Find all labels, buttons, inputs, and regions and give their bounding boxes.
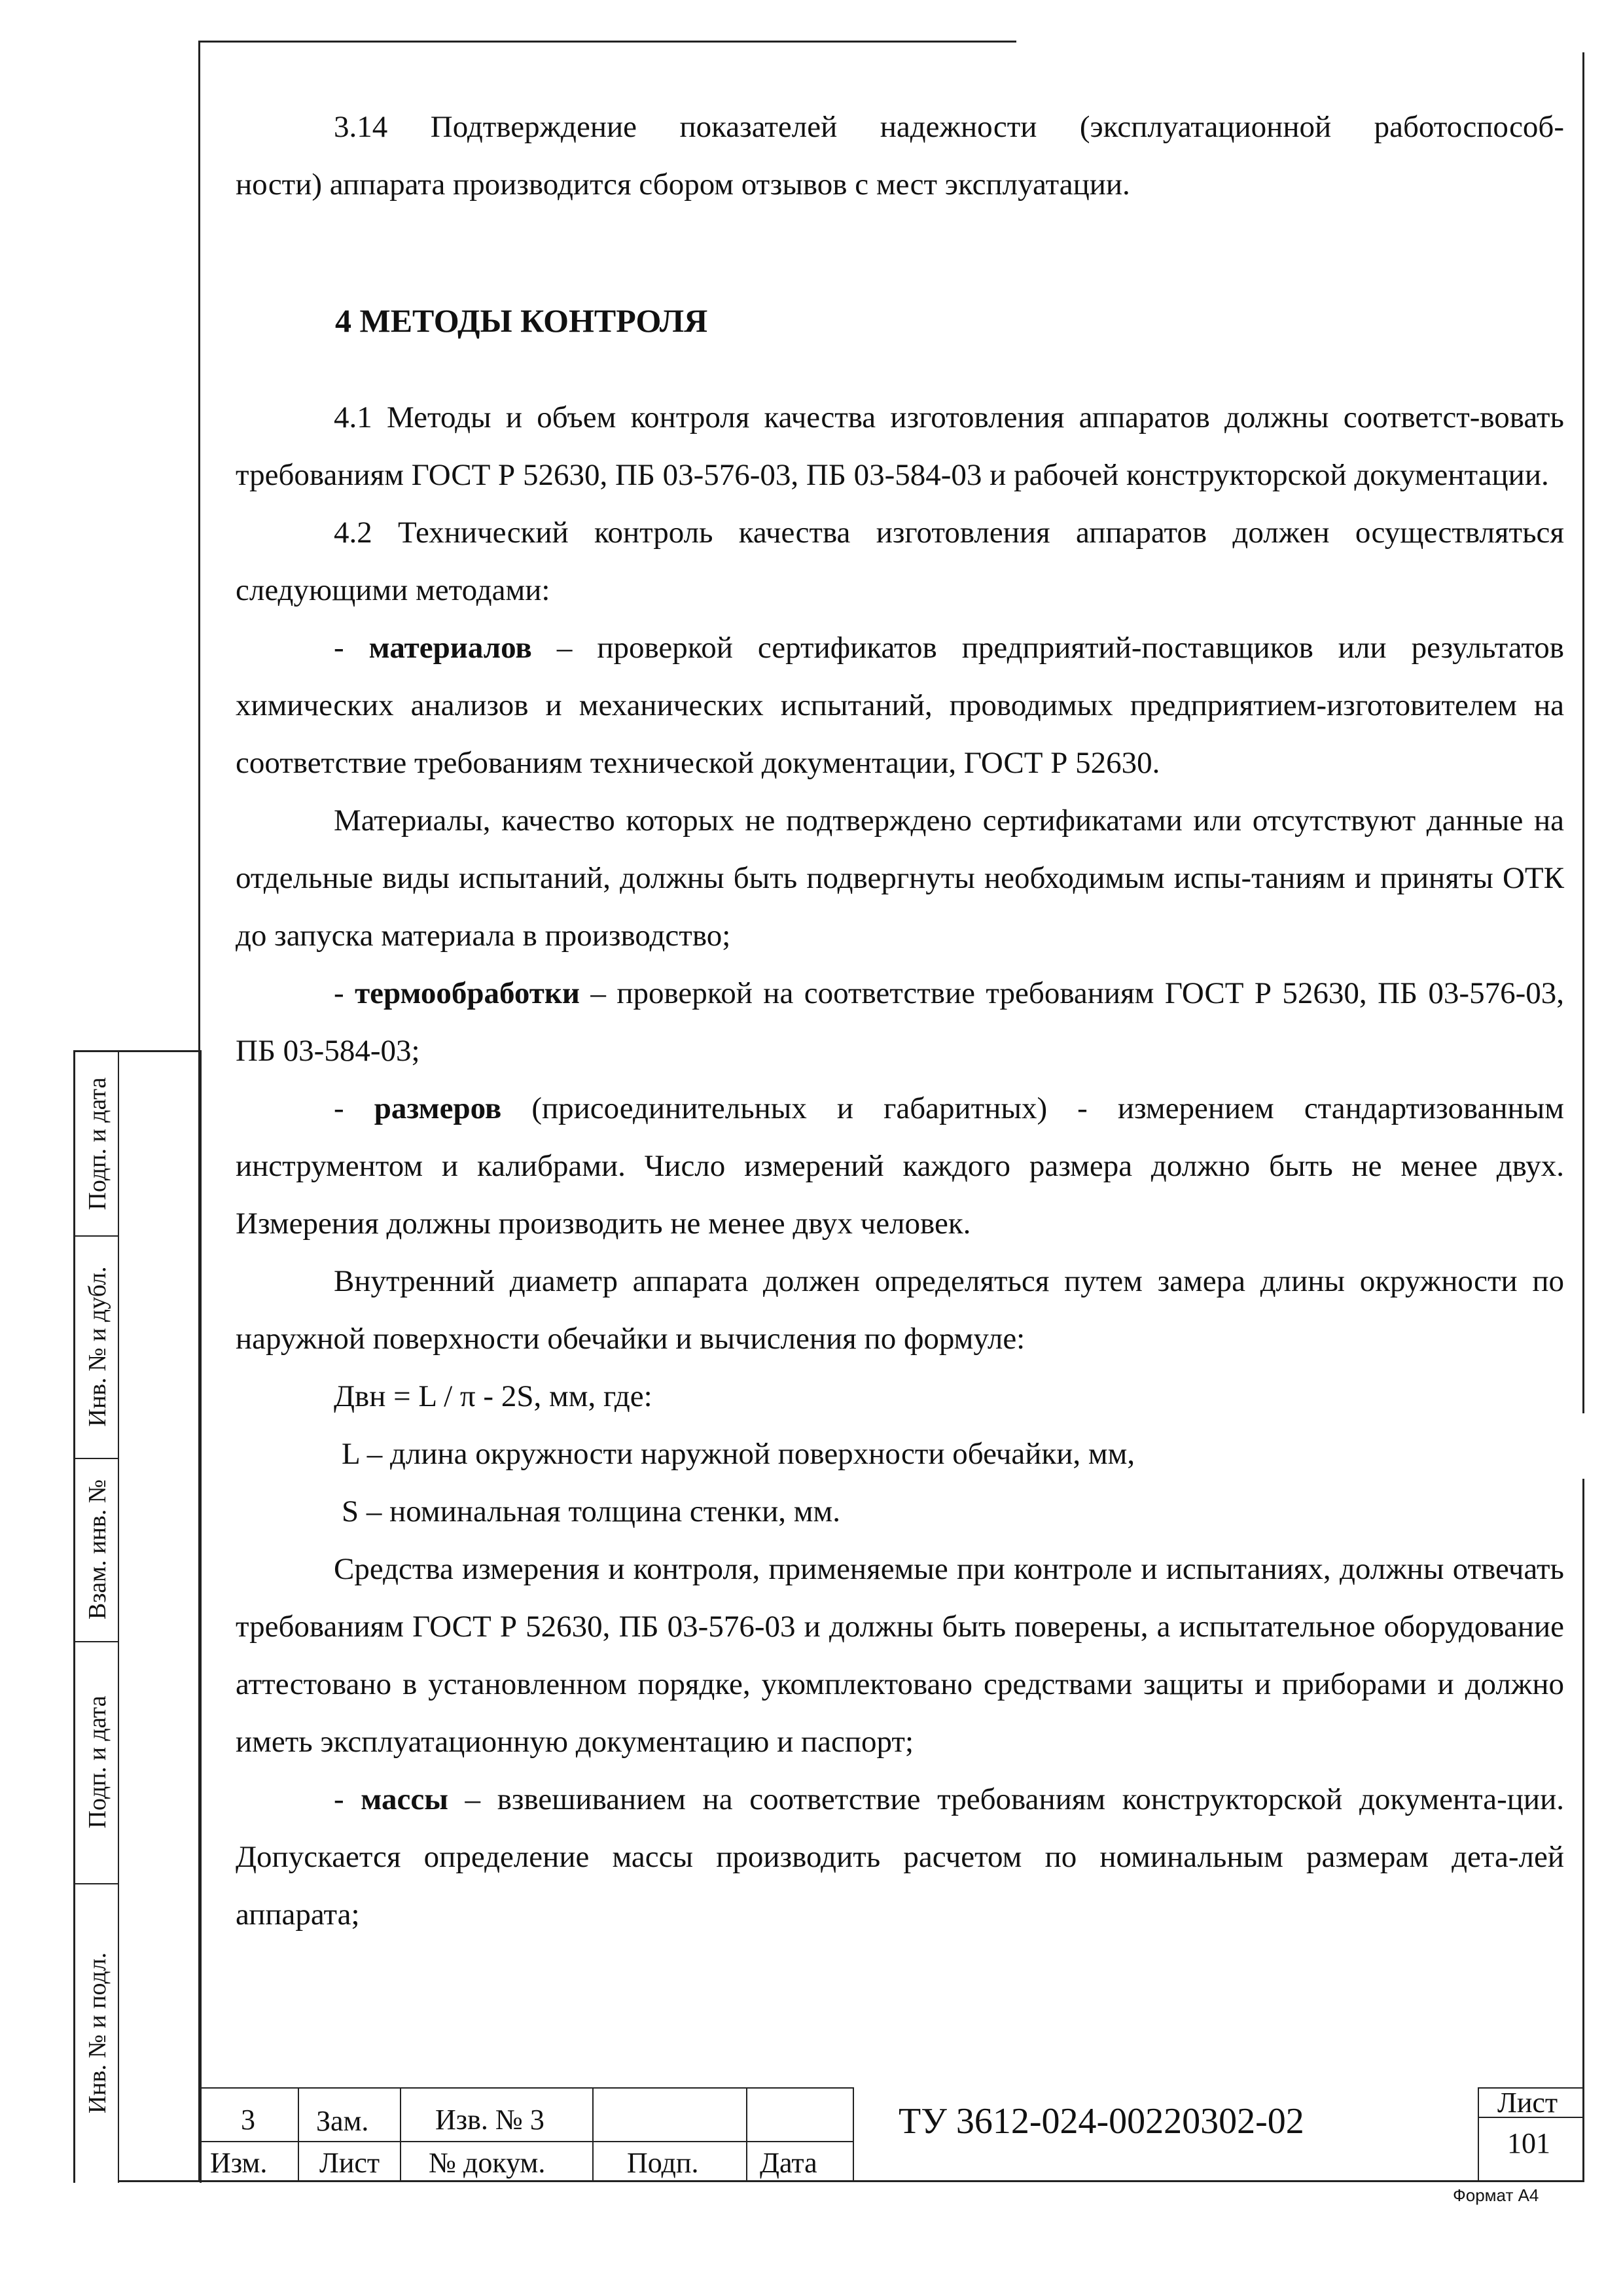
item-heat-treatment-dash: -	[334, 976, 355, 1010]
side-cell-vzam-inv	[75, 1458, 118, 1642]
paragraph-materials-note: Материалы, качество которых не подтверждено сертификатами или отсутствуют данные на отдельные виды испытаний, должны быть подвергнуты необходимым испы-таниям и приняты ОТК до запуска материала в производство;	[236, 804, 1564, 953]
paragraph-3-14-line1: 3.14 Подтверждение показателей надежности (эксплуатационной работоспособ-	[334, 110, 1564, 144]
title-block-col-3	[592, 2087, 594, 2180]
item-heat-treatment	[236, 964, 1564, 1080]
item-mass-text: – взвешиванием на соответствие требованиям конструкторской документа-ции. Допускается определение массы производить расчетом по номинальным размерам дета-лей аппарата;	[236, 1782, 1564, 1932]
revision-document: Изв. № 3	[435, 2104, 544, 2136]
format-label: Формат А4	[1453, 2185, 1539, 2205]
title-block-col-6	[1478, 2087, 1479, 2180]
side-label-podp-data-1: Подп. и дата	[84, 1077, 111, 1210]
side-label-podp-data-2: Подп. и дата	[84, 1695, 111, 1829]
header-izm: Изм.	[210, 2147, 268, 2179]
header-data: Дата	[760, 2147, 817, 2179]
item-dimensions-text: (присоединительных и габаритных) - измерением стандартизованным инструментом и калибрами. Число измерений каждого размера должно быть не менее двух. Измерения должны производить не менее двух человек.	[236, 1091, 1564, 1241]
sheet-label: Лист	[1497, 2087, 1558, 2119]
paragraph-3-14-cont: ности) аппарата производится сбором отзывов с мест эксплуатации.	[236, 168, 1130, 202]
paragraph-4-1: 4.1 Методы и объем контроля качества изготовления аппаратов должны соответст-вовать требованиям ГОСТ Р 52630, ПБ 03-576-03, ПБ 03-584-03 и рабочей конструкторской документации.	[236, 400, 1564, 492]
side-label-vzam-inv: Взам. инв. №	[84, 1479, 111, 1620]
document-code: ТУ 3612-024-00220302-02	[899, 2101, 1304, 2142]
item-dimensions-dash: -	[334, 1091, 374, 1125]
item-materials-dash: -	[334, 631, 369, 665]
side-label-inv-dubl: Инв. № и дубл.	[84, 1266, 111, 1427]
header-list: Лист	[319, 2147, 380, 2179]
paragraph-3-14	[236, 98, 1564, 156]
paragraph-measurement-means: Средства измерения и контроля, применяемые при контроле и испытаниях, должны отвечать требованиям ГОСТ Р 52630, ПБ 03-576-03 и должны быть поверены, а испытательное оборудование аттестовано в установленном порядке, укомплектовано средствами защиты и приборами и должно иметь эксплуатационную документацию и паспорт;	[236, 1552, 1564, 1759]
paragraph-4-2: 4.2 Технический контроль качества изготовления аппаратов должен осуществляться следующими методами:	[236, 516, 1564, 607]
title-block-col-4	[746, 2087, 747, 2180]
definition-s: S – номинальная толщина стенки, мм.	[342, 1494, 840, 1528]
sheet-number: 101	[1507, 2127, 1550, 2159]
item-materials	[236, 619, 1564, 792]
frame-right-line-lower	[1582, 1479, 1584, 2182]
item-heat-treatment-text: – проверкой на соответствие требованиям ГОСТ Р 52630, ПБ 03-576-03, ПБ 03-584-03;	[236, 976, 1564, 1068]
frame-bottom-line	[118, 2180, 1584, 2182]
formula: Двн = L / π - 2S, мм, где:	[334, 1379, 652, 1413]
item-dimensions-term: размеров	[374, 1091, 502, 1125]
revision-number: 3	[241, 2104, 255, 2136]
side-cell-podp-data-2	[75, 1641, 118, 1884]
frame-right-line	[1582, 52, 1584, 1413]
section-heading: 4 МЕТОДЫ КОНТРОЛЯ	[335, 302, 708, 339]
header-podp: Подп.	[627, 2147, 699, 2179]
title-block-mid-line	[198, 2141, 853, 2142]
title-block-col-1	[298, 2087, 299, 2180]
side-cell-inv-dubl	[75, 1235, 118, 1459]
title-block-col-2	[400, 2087, 401, 2180]
title-block-top-line	[198, 2087, 853, 2089]
paragraph-diameter: Внутренний диаметр аппарата должен определяться путем замера длины окружности по наружной поверхности обечайки и вычисления по формуле:	[236, 1264, 1564, 1356]
item-mass-term: массы	[361, 1782, 448, 1816]
side-stamp-column	[73, 1050, 202, 2183]
item-heat-treatment-term: термообработки	[355, 976, 580, 1010]
frame-top-line	[198, 41, 1016, 43]
definition-l: L – длина окружности наружной поверхности обечайки, мм,	[342, 1437, 1135, 1471]
revision-action: Зам.	[316, 2105, 369, 2137]
side-cell-inv-podl	[75, 1883, 118, 2183]
item-mass-dash: -	[334, 1782, 361, 1816]
title-block-col-5	[853, 2087, 854, 2180]
side-label-inv-podl: Инв. № и подл.	[84, 1952, 111, 2114]
side-cell-podp-data-1	[75, 1052, 118, 1237]
item-materials-term: материалов	[368, 631, 532, 665]
item-dimensions	[236, 1080, 1564, 1252]
document-body	[236, 98, 1564, 1943]
item-mass	[236, 1771, 1564, 1943]
item-materials-text: – проверкой сертификатов предприятий-поставщиков или результатов химических анализов и механических испытаний, проводимых предприятием-изготовителем на соответствие требованиям технической документации, ГОСТ Р 52630.	[236, 631, 1564, 780]
title-block	[198, 2087, 1584, 2180]
header-dokum: № докум.	[429, 2147, 546, 2179]
